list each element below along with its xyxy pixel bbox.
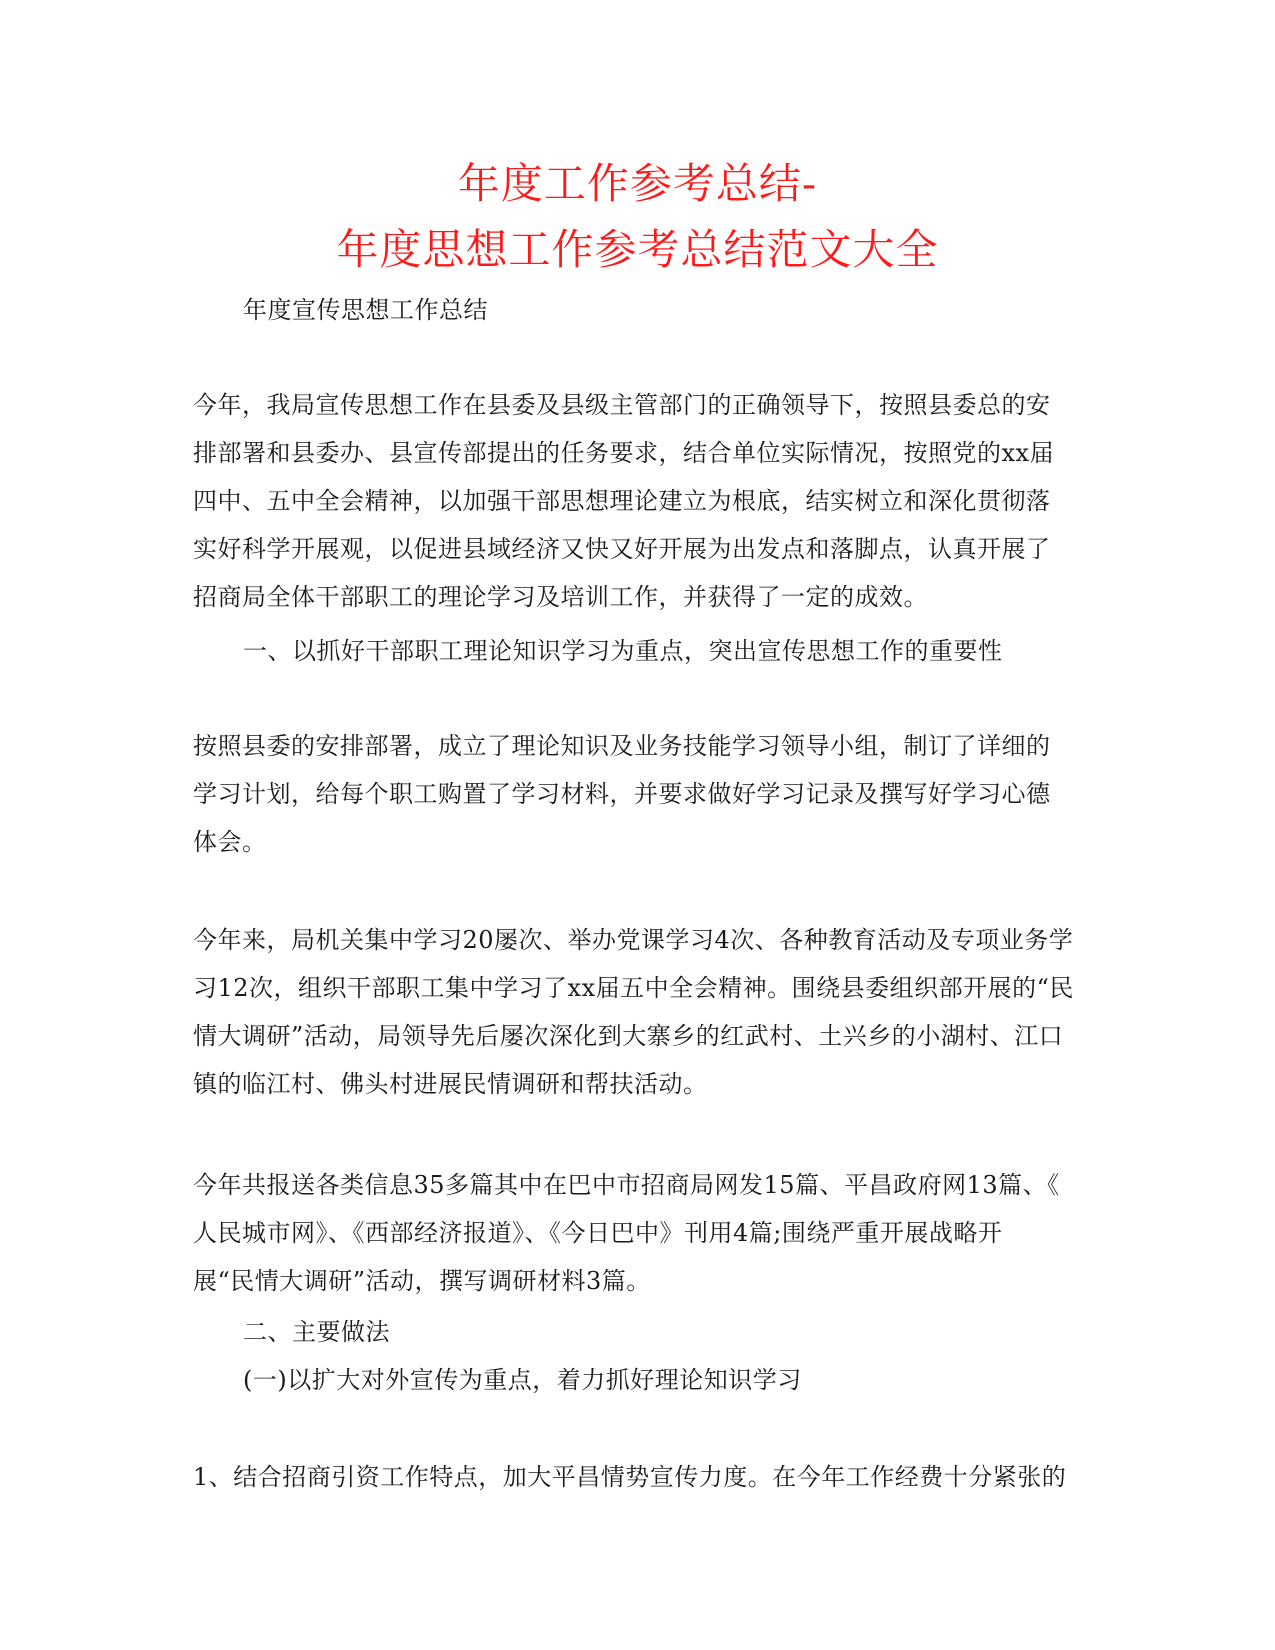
section-heading-text: 一、以抓好干部职工理论知识学习为重点，突出宣传思想工作的重要性 (243, 637, 1003, 665)
paragraph-line: 1、结合招商引资工作特点，加大平昌情势宣传力度。在今年工作经费十分紧张的 (193, 1463, 1067, 1491)
paragraph-line: 学习计划，给每个职工购置了学习材料，并要求做好学习记录及撰写好学习心德 (193, 780, 1051, 808)
paragraph-line: 四中、五中全会精神，以加强干部思想理论建立为根底，结实树立和深化贯彻落 (193, 487, 1051, 515)
paragraph-line: 今年来，局机关集中学习20屡次、举办党课学习4次、各种教育活动及专项业务学 (193, 926, 1074, 954)
paragraph-line: 镇的临江村、佛头村进展民情调研和帮扶活动。 (193, 1070, 708, 1098)
subsection-heading-text: (一)以扩大对外宣传为重点，着力抓好理论知识学习 (243, 1366, 802, 1394)
subsection-heading-1 (243, 1356, 1133, 1404)
paragraph-3 (193, 916, 1083, 1108)
paragraph-line: 习12次，组织干部职工集中学习了xx届五中全会精神。围绕县委组织部开展的“民 (193, 974, 1074, 1002)
paragraph-line: 按照县委的安排部署，成立了理论知识及业务技能学习领导小组，制订了详细的 (193, 732, 1051, 760)
section-heading-2 (243, 1308, 1133, 1356)
paragraph-line: 情大调研”活动，局领导先后屡次深化到大寨乡的红武村、土兴乡的小湖村、江口 (193, 1022, 1064, 1050)
document-title-line-2: 年度思想工作参考总结范文大全 (336, 225, 939, 274)
section-heading-1 (243, 627, 1133, 675)
paragraph-line: 今年共报送各类信息35多篇其中在巴中市招商局网发15篇、平昌政府网13篇、《 (193, 1171, 1060, 1199)
section-heading-text: 二、主要做法 (243, 1318, 390, 1346)
paragraph-line: 展“民情大调研”活动，撰写调研材料3篇。 (193, 1267, 651, 1295)
paragraph-line: 今年，我局宣传思想工作在县委及县级主管部门的正确领导下，按照县委总的安 (193, 391, 1051, 419)
paragraph-5 (193, 1453, 1083, 1501)
paragraph-line: 体会。 (193, 828, 267, 856)
paragraph-line: 人民城市网》、《西部经济报道》、《今日巴中》刊用4篇;围绕严重开展战略开 (193, 1219, 1003, 1247)
paragraph-4 (193, 1161, 1083, 1305)
paragraph-1 (193, 381, 1083, 621)
subtitle-text: 年度宣传思想工作总结 (243, 296, 488, 324)
document-subtitle (243, 286, 1133, 334)
paragraph-line: 实好科学开展观，以促进县域经济又快又好开展为出发点和落脚点，认真开展了 (193, 535, 1051, 563)
document-title-line-1: 年度工作参考总结- (457, 159, 818, 208)
paragraph-2 (193, 722, 1083, 866)
paragraph-line: 排部署和县委办、县宣传部提出的任务要求，结合单位实际情况，按照党的xx届 (193, 439, 1055, 467)
paragraph-line: 招商局全体干部职工的理论学习及培训工作，并获得了一定的成效。 (193, 583, 928, 611)
